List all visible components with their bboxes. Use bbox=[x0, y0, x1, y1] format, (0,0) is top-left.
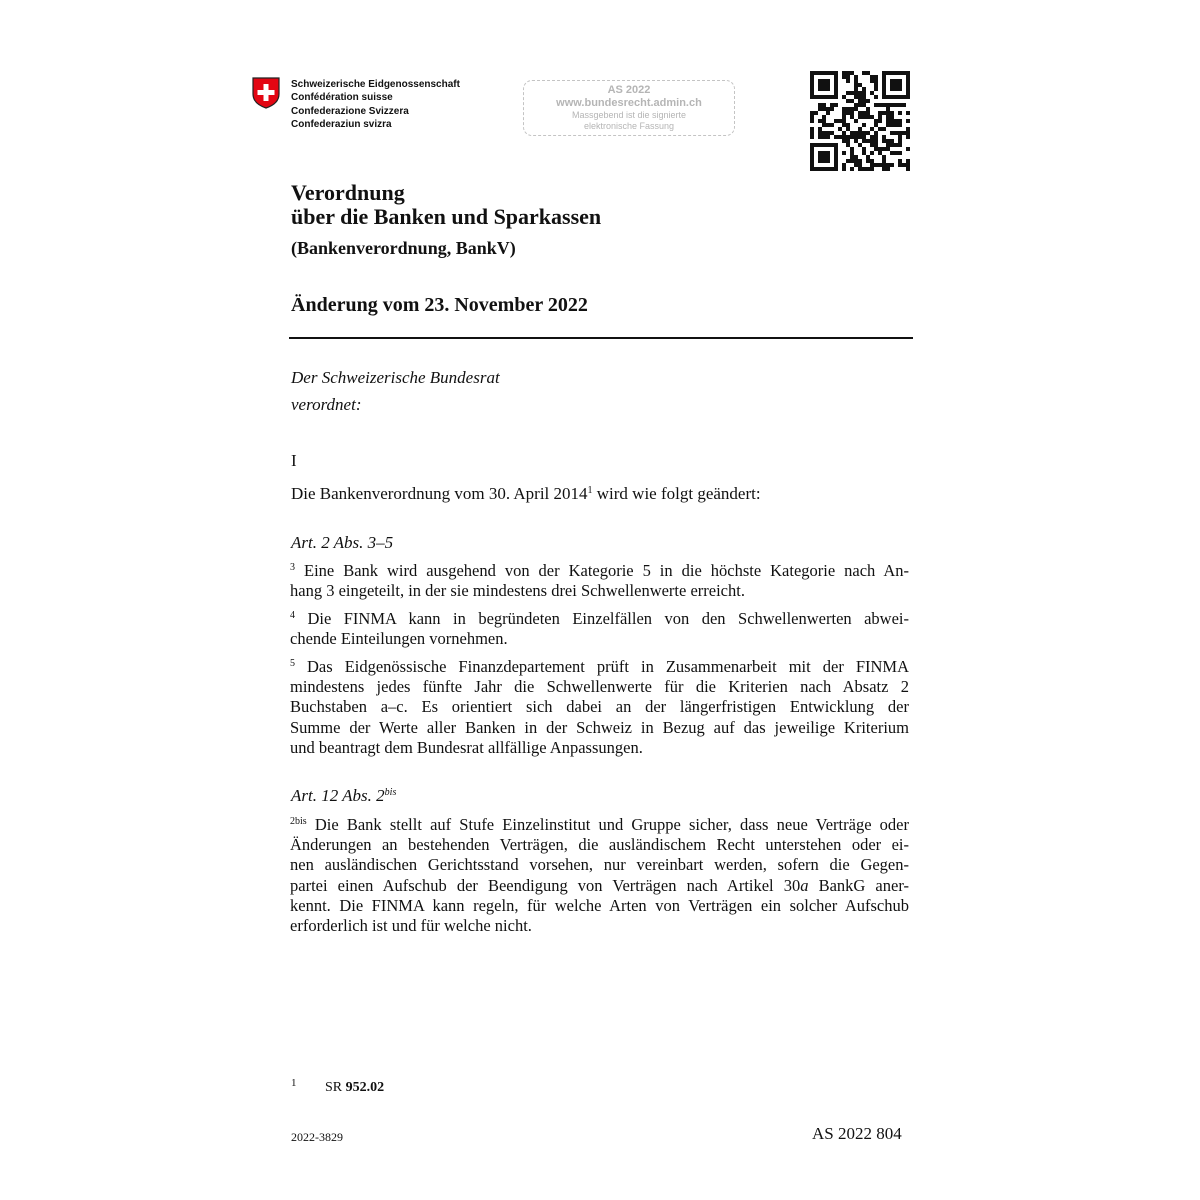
footnote-number: 1 bbox=[291, 1077, 297, 1089]
footnote-text bbox=[325, 1080, 384, 1096]
title-line-1: Verordnung bbox=[291, 180, 405, 205]
paragraph-line: nen ausländischen Gerichtsstand vorsehen, nur vereinbart werden, sofern die Gegen- bbox=[290, 855, 909, 875]
paragraph-line: partei einen Aufschub der Beendigung von Verträgen nach Artikel 30 bbox=[290, 875, 801, 895]
signature-stamp bbox=[523, 80, 735, 136]
stamp-line-1: AS 2022 bbox=[607, 84, 651, 96]
federation-name bbox=[291, 78, 460, 132]
federation-line-fr: Confédération suisse bbox=[291, 92, 393, 104]
paragraph-line: Summe der Werte aller Banken in der Schweiz in Bezug auf das jeweilige Kriterium bbox=[290, 717, 909, 737]
paragraph-line: hang 3 eingeteilt, in der sie mindestens drei Schwellenwerte erreicht. bbox=[290, 581, 745, 601]
footnote-prefix: SR bbox=[325, 1080, 346, 1095]
paragraph-line: Änderungen an bestehenden Verträgen, die ausländischem Recht unterstehen oder ei- bbox=[290, 835, 909, 855]
paragraph-number: 2bis bbox=[290, 816, 307, 827]
article-12-paragraph-2bis bbox=[290, 815, 909, 936]
official-collection-reference: AS 2022 804 bbox=[812, 1124, 902, 1143]
section-number: I bbox=[291, 451, 297, 470]
paragraph-line: Die Bank stellt auf Stufe Einzelinstitut und Gruppe sicher, dass neue Verträge oder bbox=[314, 815, 909, 834]
stamp-line-2: www.bundesrecht.admin.ch bbox=[556, 97, 702, 109]
footnote-reference: 1 bbox=[587, 485, 593, 496]
federation-line-de: Schweizerische Eidgenossenschaft bbox=[291, 79, 460, 90]
article-2-paragraph-4 bbox=[290, 609, 909, 649]
article-2-paragraph-5 bbox=[290, 657, 909, 758]
paragraph-line: Eine Bank wird ausgehend von der Kategorie 5 in die höchste Kategorie nach An- bbox=[303, 561, 910, 580]
title-line-2: über die Banken und Sparkassen bbox=[291, 204, 602, 229]
preamble-line-2: verordnet: bbox=[291, 395, 362, 414]
paragraph-line: chende Einteilungen vornehmen. bbox=[290, 629, 508, 649]
paragraph-line: erforderlich ist und für welche nicht. bbox=[290, 916, 532, 936]
stamp-line-3: Massgebend ist die signierte bbox=[571, 110, 687, 120]
federation-line-it: Confederazione Svizzera bbox=[291, 105, 409, 117]
paragraph-number: 5 bbox=[290, 658, 295, 669]
paragraph-line: mindestens jedes fünfte Jahr die Schwellenwerte für die Kriterien nach Absatz 2 bbox=[290, 677, 909, 697]
paragraph-line: und beantragt dem Bundesrat allfällige Anpassungen. bbox=[290, 737, 643, 757]
document-number: 2022-3829 bbox=[291, 1130, 343, 1144]
title-abbreviation: (Bankenverordnung, BankV) bbox=[291, 238, 516, 258]
paragraph-line: Das Eidgenössische Finanzdepartement prüft in Zusammenarbeit mit der FINMA bbox=[307, 657, 909, 676]
title-divider bbox=[289, 337, 913, 339]
swiss-cross-icon bbox=[252, 77, 280, 109]
article-2-paragraph-3 bbox=[290, 561, 909, 601]
intro-sentence bbox=[291, 484, 761, 504]
article-12-heading bbox=[291, 786, 396, 806]
amendment-date: Änderung vom 23. November 2022 bbox=[291, 294, 588, 316]
preamble-line-1: Der Schweizerische Bundesrat bbox=[291, 368, 500, 387]
paragraph-number: 3 bbox=[290, 562, 295, 573]
qr-code-icon bbox=[810, 71, 910, 171]
article-12-heading-text: Art. 12 Abs. 2 bbox=[291, 786, 385, 805]
footnote-sr-number: 952.02 bbox=[345, 1080, 385, 1095]
intro-text-after: wird wie folgt geändert: bbox=[592, 484, 761, 503]
federation-line-rm: Confederaziun svizra bbox=[291, 119, 392, 131]
intro-text-before: Die Bankenverordnung vom 30. April 2014 bbox=[291, 484, 588, 503]
paragraph-line: kennt. Die FINMA kann regeln, für welche Arten von Verträgen ein solcher Aufschub bbox=[290, 895, 909, 915]
article-12-heading-sup: bis bbox=[384, 787, 397, 798]
paragraph-number: 4 bbox=[290, 610, 295, 621]
paragraph-line: Die FINMA kann in begründeten Einzelfällen von den Schwellenwerten abwei- bbox=[307, 609, 909, 628]
paragraph-line: BankG aner- bbox=[808, 875, 909, 895]
paragraph-line-italic: a bbox=[800, 875, 809, 895]
article-2-heading: Art. 2 Abs. 3–5 bbox=[291, 533, 394, 552]
paragraph-line: Buchstaben a–c. Es orientiert sich dabei an der längerfristigen Entwicklung der bbox=[290, 697, 909, 717]
stamp-line-4: elektronische Fassung bbox=[583, 121, 675, 131]
